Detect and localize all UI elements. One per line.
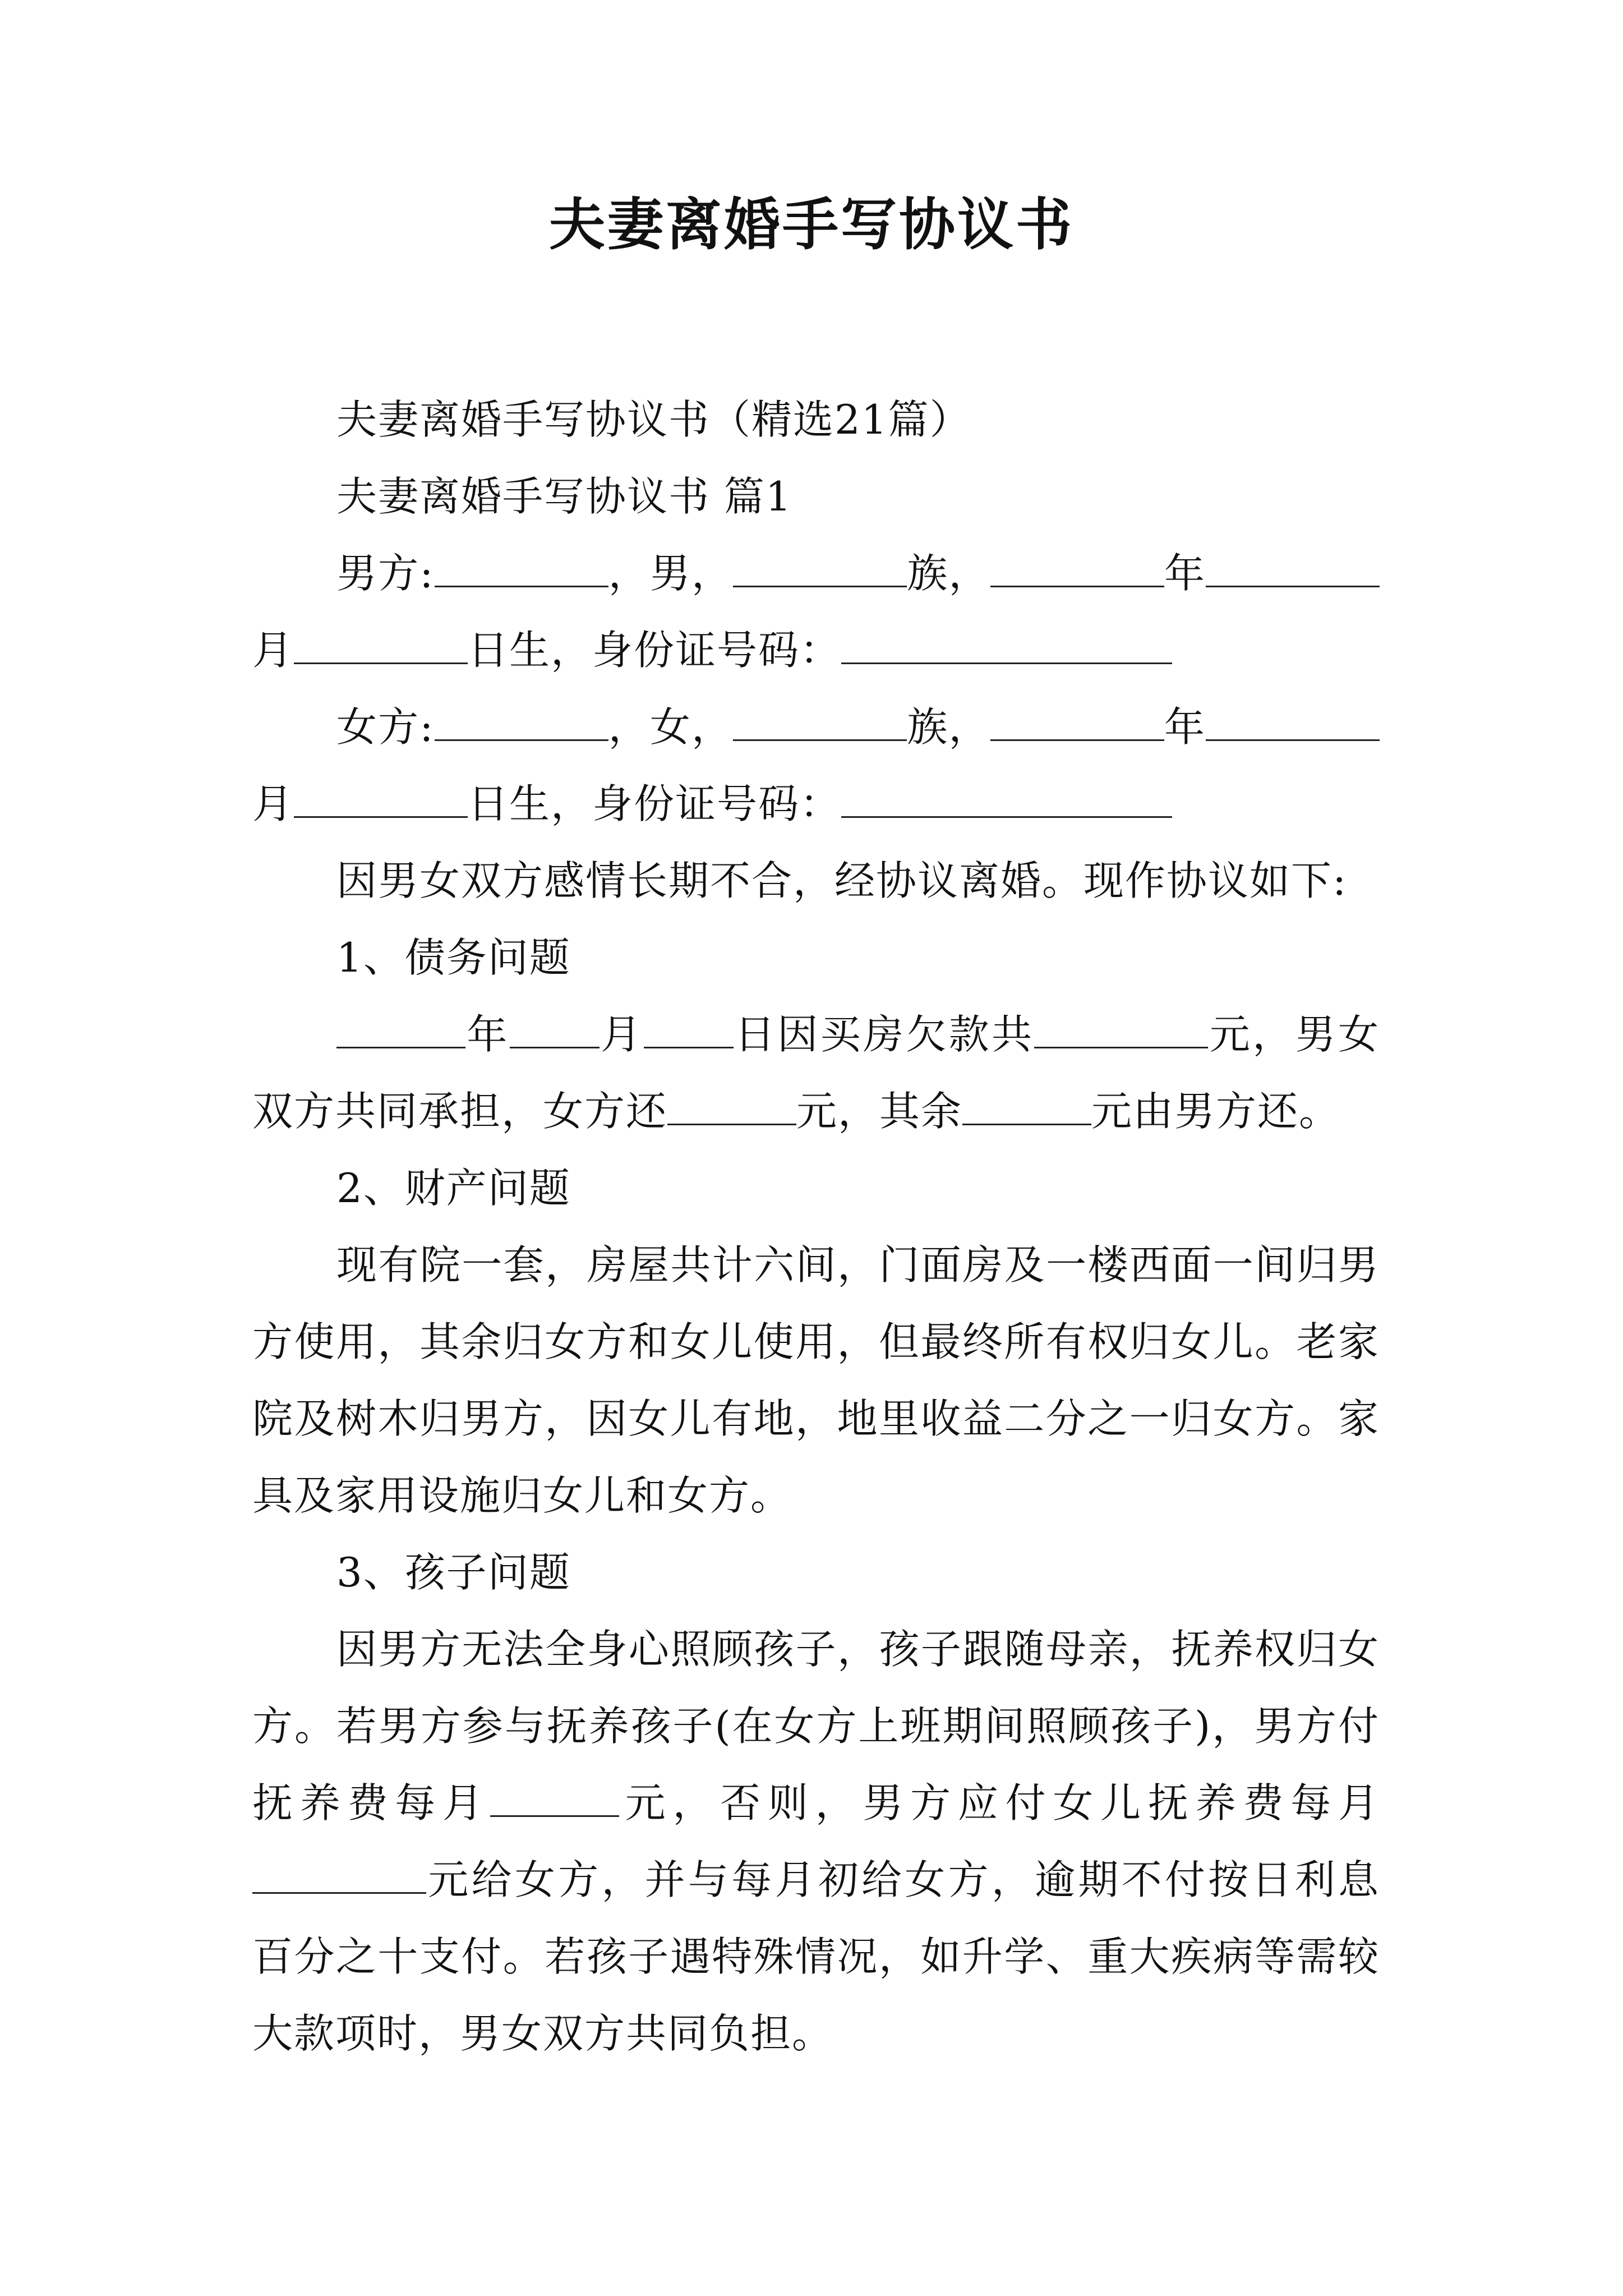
male-year-blank [990,547,1164,587]
debt-after-rest: 元由男方还。 [1091,1088,1341,1135]
female-id-blank [841,778,1172,818]
female-year: 年 [1164,703,1206,751]
document-body [252,381,1380,2072]
male-label: 男方: [336,550,435,597]
child-paragraph [252,1611,1380,2072]
male-ethnicity-blank [733,547,907,587]
female-year-blank [990,701,1164,741]
child-heading: 3、孩子问题 [336,1549,571,1596]
debt-year: 年 [465,1011,510,1058]
subtitle: 夫妻离婚手写协议书（精选21篇） [336,396,971,443]
male-gender: ，男， [608,550,734,597]
male-month: 月 [252,627,294,674]
property-paragraph: 现有院一套，房屋共计六间，门面房及一楼西面一间归男方使用，其余归女方和女儿使用，但最终所有权归女儿。老家院及树木归男方，因女儿有地，地里收益二分之一归女方。家具及家用设施归女儿和女方。 [252,1241,1380,1519]
child-support-blank-2 [252,1854,426,1894]
male-party-line [252,535,1380,689]
male-id-blank [841,624,1172,664]
female-ethnicity: 族， [907,703,990,751]
property-heading: 2、财产问题 [336,1165,571,1212]
male-day-blank [294,624,468,664]
child-text-before: 因男方无法全身心照顾孩子，孩子跟随母亲，抚养权归女方。若男方参与抚养孩子(在女方上班期间照顾孩子)，男方付抚养费每月 [252,1626,1380,1826]
debt-paragraph [252,996,1380,1150]
section-heading: 夫妻离婚手写协议书 篇1 [336,473,792,520]
male-ethnicity: 族， [907,550,990,597]
female-gender: ，女， [608,703,734,751]
debt-total-blank [1034,1009,1208,1048]
female-day-blank [294,778,468,818]
debt-heading: 1、债务问题 [336,934,571,981]
male-month-blank [1206,547,1380,587]
child-text-middle: 元，否则，男方应付女儿抚养费每月 [619,1779,1380,1826]
debt-month: 月 [599,1011,644,1058]
male-name-blank [435,547,608,587]
female-label: 女方: [336,703,435,751]
debt-after-female: 元，其余 [796,1088,963,1135]
debt-female-blank [667,1085,796,1125]
debt-rest-blank [962,1085,1091,1125]
debt-month-blank [510,1009,600,1048]
female-name-blank [435,701,608,741]
female-party-line [252,689,1380,843]
child-text-after: 元给女方，并与每月初给女方，逾期不付按日利息百分之十支付。若孩子遇特殊情况，如升学、重大疾病等需较大款项时，男女双方共同负担。 [252,1856,1380,2057]
female-month: 月 [252,780,294,827]
debt-after-total: 元，男女双方共同承担，女方还 [252,1011,1380,1135]
debt-day-text: 日因买房欠款共 [733,1011,1035,1058]
intro-paragraph: 因男女双方感情长期不合，经协议离婚。现作协议如下: [336,857,1348,904]
debt-day-blank [644,1009,734,1048]
document-title: 夫妻离婚手写协议书 [549,191,1074,257]
debt-year-blank [336,1009,465,1048]
male-year: 年 [1164,550,1206,597]
child-support-blank-1 [490,1777,619,1817]
female-month-blank [1206,701,1380,741]
male-birth: 日生，身份证号码： [468,627,842,674]
female-birth: 日生，身份证号码： [468,780,842,827]
female-ethnicity-blank [733,701,907,741]
